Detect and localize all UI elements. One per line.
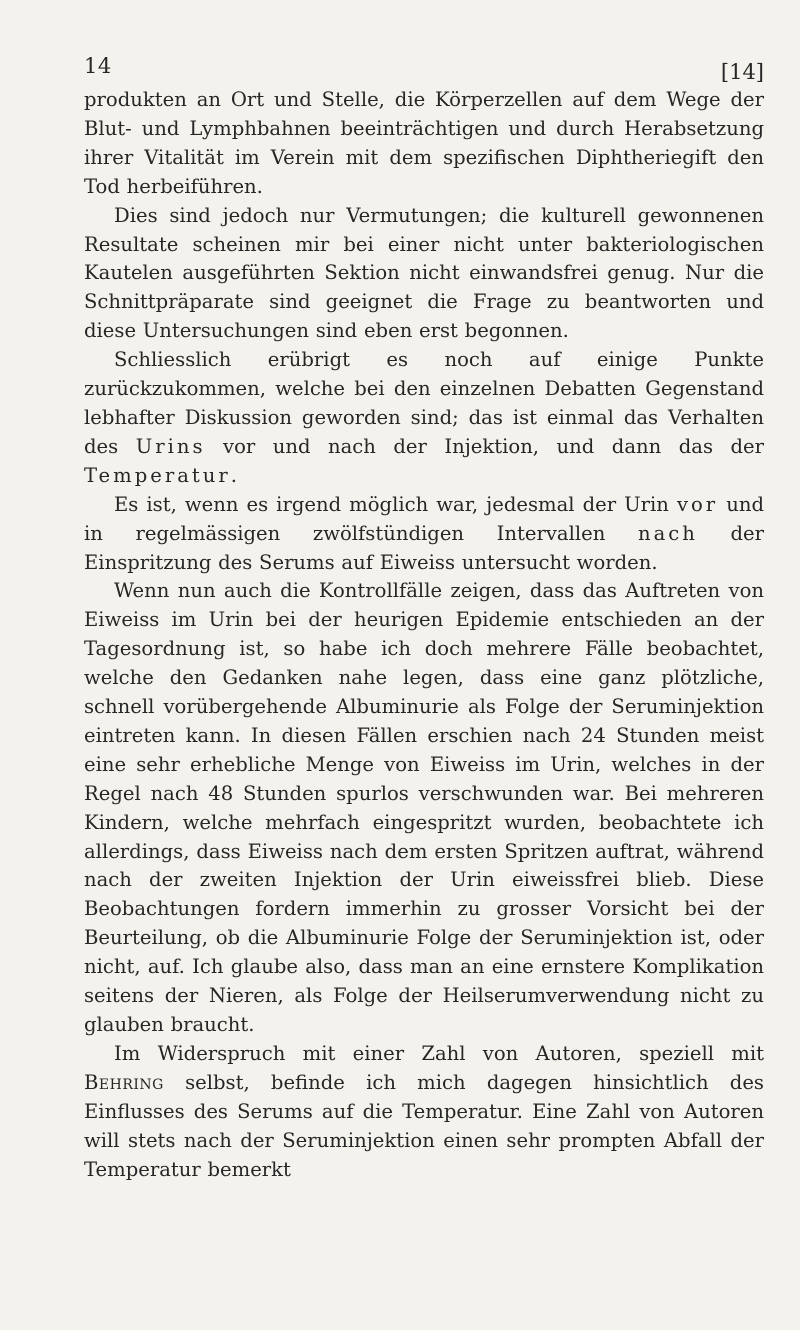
paragraph-text: produkten an Ort und Stelle, die Körperzellen auf dem Wege der Blut- und Lymphbahnen beeinträchtigen und durch Herabsetzung ihrer Vitalität im Verein mit dem spezifischen Diphtheriegift den Tod herbeiführen. — [84, 88, 764, 198]
paragraph — [84, 202, 764, 347]
paragraph-text: Dies sind jedoch nur Vermutungen; die kulturell gewonnenen Resultate scheinen mir bei einer nicht unter bakteriologischen Kautelen ausgeführten Sektion nicht einwandsfrei genug. Nur die Schnittpräparate sind geeignet die Frage zu beantworten und diese Untersuchungen sind eben erst begonnen. — [84, 203, 764, 343]
emphasis-temperatur: Temperatur — [84, 463, 231, 487]
paragraph-text: Schliesslich erübrigt es noch auf einige Punkte zurückzukommen, welche bei den einzelnen Debatten Gegenstand lebhafter Diskussion geworden sind; das ist einmal das Verhalten des — [84, 348, 764, 458]
paragraph — [84, 491, 764, 578]
page-reference: [14] — [720, 60, 764, 84]
emphasis-nach: nach — [637, 521, 698, 545]
paragraph-text: der Einspritzung des Serums auf Eiweiss untersucht worden. — [84, 521, 764, 574]
paragraph-text: . — [230, 463, 238, 487]
paragraph-text: Wenn nun auch die Kontrollfälle zeigen, dass das Auftreten von Eiweiss im Urin bei der heurigen Epidemie entschieden an der Tagesordnung ist, so habe ich doch mehrere Fälle beobachtet, welche den Gedanken nahe legen, dass eine ganz plötzliche, schnell vorübergehende Albuminurie als Folge der Seruminjektion eintreten kann. In diesen Fällen erschien nach 24 Stunden meist eine sehr erhebliche Menge von Eiweiss im Urin, welches in der Regel nach 48 Stunden spurlos verschwunden war. Bei mehreren Kindern, welche mehrfach eingespritzt wurden, beobachtete ich allerdings, dass Eiweiss nach dem ersten Spritzen auftrat, während nach der zweiten Injektion der Urin eiweissfrei blieb. Diese Beobachtungen fordern immerhin zu grosser Vorsicht bei der Beurteilung, ob die Albuminurie Folge der Seruminjektion ist, oder nicht, auf. Ich glaube also, dass man an eine ernstere Komplikation seitens der Nieren, als Folge der Heilserumverwendung nicht zu glauben braucht. — [84, 579, 764, 1036]
emphasis-vor: vor — [676, 492, 719, 516]
author-name-behring: Behring — [84, 1070, 164, 1094]
page-header — [84, 46, 764, 86]
paragraph — [84, 1040, 764, 1185]
paragraph — [84, 86, 764, 202]
emphasis-urins: Urins — [135, 434, 206, 458]
paragraph-text: Es ist, wenn es irgend möglich war, jedesmal der Urin — [114, 492, 677, 516]
paragraph — [84, 577, 764, 1040]
paragraph — [84, 346, 764, 491]
paragraph-text: vor und nach der Injektion, und dann das der — [205, 434, 765, 458]
paragraph-text: Im Widerspruch mit einer Zahl von Autoren, speziell mit — [114, 1041, 764, 1065]
paragraph-text: und in regelmässigen zwölfstündigen Intervallen — [84, 492, 764, 545]
paragraph-text: selbst, befinde ich mich dagegen hinsichtlich des Einflusses des Serums auf die Temperatur. Eine Zahl von Autoren will stets nach der Seruminjektion einen sehr prompten Abfall der Temperatur bemerkt — [84, 1070, 764, 1181]
body-text — [84, 86, 764, 1184]
book-page — [84, 46, 764, 1184]
page-number: 14 — [84, 54, 112, 78]
